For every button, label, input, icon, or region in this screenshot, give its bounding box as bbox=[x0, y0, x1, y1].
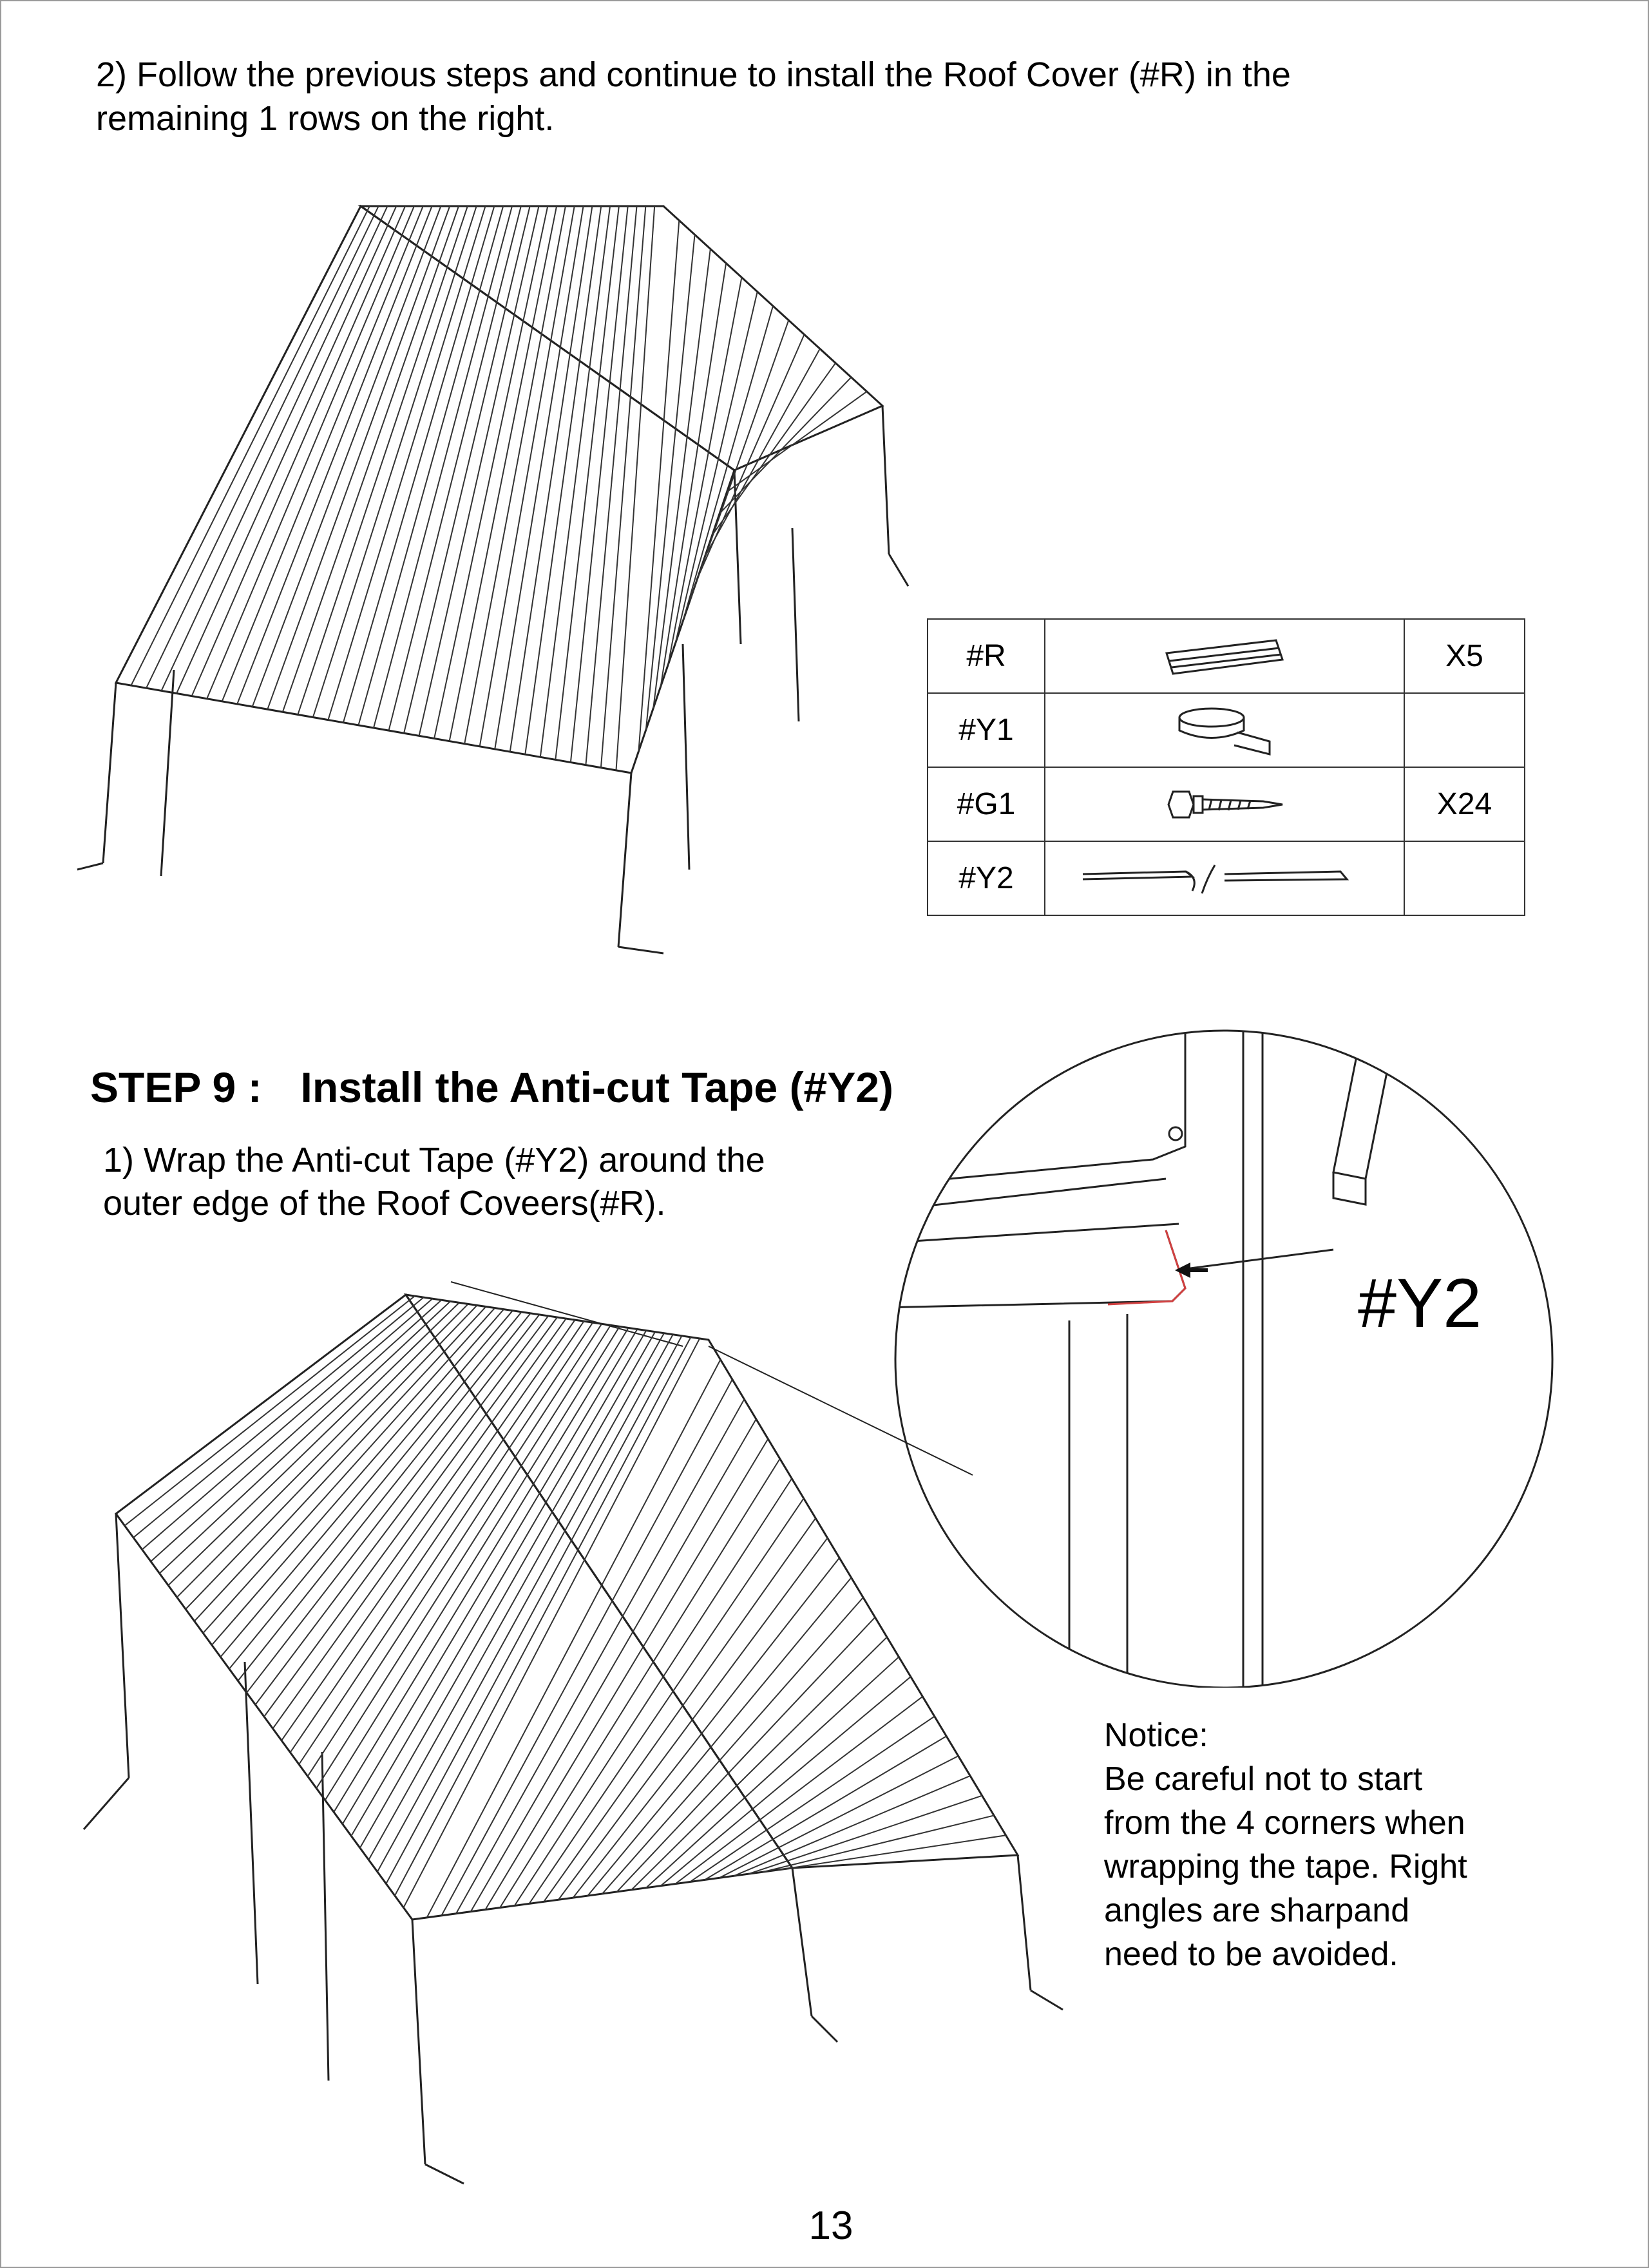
roof-rib-line bbox=[471, 1419, 756, 1912]
parts-row bbox=[928, 767, 1525, 841]
intro-line-2: remaining 1 rows on the right. bbox=[96, 99, 555, 138]
roof-rib-line bbox=[220, 1311, 513, 1657]
part-code: #G1 bbox=[928, 767, 1045, 841]
roof-rib-line bbox=[720, 377, 851, 513]
roof-rib-line bbox=[207, 206, 414, 699]
detail-callout-label: #Y2 bbox=[1358, 1264, 1482, 1342]
roof-rib-line bbox=[358, 206, 503, 725]
self-drilling-screw-icon bbox=[1160, 782, 1289, 827]
roof-rib-line bbox=[573, 1558, 839, 1898]
notice-line: Be careful not to start bbox=[1104, 1760, 1423, 1798]
roof-rib-line bbox=[676, 292, 758, 643]
roof-rib-line bbox=[177, 1304, 468, 1597]
roof-rib-line bbox=[712, 363, 835, 535]
roof-rib-line bbox=[668, 278, 741, 665]
roof-rib-line bbox=[690, 320, 788, 600]
roof-rib-line bbox=[586, 206, 636, 765]
roof-rib-line bbox=[616, 206, 654, 770]
roof-rib-line bbox=[253, 206, 441, 707]
roof-rib-line bbox=[646, 1657, 899, 1887]
roof-rib-line bbox=[544, 1518, 815, 1901]
roof-rib-line bbox=[427, 1360, 721, 1918]
roof-rib-line bbox=[368, 1333, 664, 1860]
roof-rib-line bbox=[195, 1307, 486, 1621]
notice-heading: Notice: bbox=[1104, 1717, 1208, 1754]
roof-rib-line bbox=[690, 1717, 935, 1882]
roof-rib-line bbox=[456, 1399, 744, 1913]
tape-roll-icon bbox=[1173, 701, 1276, 759]
part-quantity: X24 bbox=[1404, 767, 1525, 841]
roof-rib-line bbox=[480, 206, 575, 747]
roof-rib-line bbox=[555, 206, 619, 759]
intro-instruction bbox=[96, 53, 1449, 140]
step-9-heading bbox=[90, 1063, 893, 1112]
roof-rib-line bbox=[176, 206, 396, 693]
carport-roof-illustration bbox=[64, 193, 915, 966]
roof-rib-line bbox=[247, 1315, 539, 1693]
parts-table bbox=[927, 618, 1525, 916]
roof-rib-line bbox=[525, 206, 601, 754]
roof-rib-line bbox=[653, 249, 710, 708]
notice-line: from the 4 corners when bbox=[1104, 1804, 1465, 1842]
roof-rib-line bbox=[748, 1796, 982, 1874]
roof-rib-line bbox=[267, 206, 450, 709]
roof-rib-line bbox=[229, 1312, 522, 1669]
notice-line: need to be avoided. bbox=[1104, 1936, 1398, 1973]
roof-rib-line bbox=[325, 1326, 620, 1800]
roof-rib-line bbox=[403, 1339, 700, 1908]
roof-rib-line bbox=[500, 1459, 780, 1908]
notice-line: wrapping the tape. Right bbox=[1104, 1848, 1467, 1885]
roof-rib-line bbox=[529, 1498, 804, 1903]
roof-rib-line bbox=[727, 392, 867, 492]
roof-rib-line bbox=[343, 1329, 638, 1824]
part-quantity bbox=[1404, 841, 1525, 915]
notice-line: angles are sharpand bbox=[1104, 1892, 1410, 1929]
roof-rib-line bbox=[212, 1310, 504, 1645]
parts-row bbox=[928, 693, 1525, 767]
step-title: Install the Anti-cut Tape (#Y2) bbox=[300, 1063, 893, 1111]
roof-rib-line bbox=[495, 206, 583, 749]
roof-rib-line bbox=[334, 1328, 628, 1812]
roof-rib-line bbox=[308, 1324, 602, 1776]
part-code: #Y1 bbox=[928, 693, 1045, 767]
anti-cut-tape-strip-icon bbox=[1076, 856, 1373, 901]
part-quantity bbox=[1404, 693, 1525, 767]
part-code: #R bbox=[928, 619, 1045, 693]
roof-rib-line bbox=[734, 1776, 970, 1876]
roof-rib-line bbox=[125, 1296, 415, 1525]
roof-rib-line bbox=[419, 206, 539, 736]
roof-panel-icon bbox=[1160, 627, 1289, 685]
roof-rib-line bbox=[142, 1299, 433, 1549]
parts-row bbox=[928, 619, 1525, 693]
roof-rib-line bbox=[316, 1325, 611, 1788]
roof-rib-line bbox=[389, 206, 521, 730]
roof-rib-line bbox=[160, 1301, 450, 1573]
roof-rib-line bbox=[162, 206, 388, 691]
parts-row bbox=[928, 841, 1525, 915]
roof-rib-line bbox=[374, 206, 512, 728]
step-9-instruction bbox=[103, 1139, 908, 1225]
roof-rib-line bbox=[131, 206, 370, 685]
roof-rib-line bbox=[237, 206, 432, 704]
carport-tape-illustration bbox=[64, 1275, 1069, 2190]
step-9-line-1: 1) Wrap the Anti-cut Tape (#Y2) around the bbox=[103, 1141, 765, 1179]
step-number: STEP 9 : bbox=[90, 1063, 262, 1111]
roof-rib-line bbox=[168, 1302, 459, 1585]
intro-line-1: 2) Follow the previous steps and continue to install the Roof Cover (#R) in the bbox=[96, 55, 1291, 94]
roof-rib-line bbox=[351, 1331, 646, 1836]
step-9-line-2: outer edge of the Roof Coveers(#R). bbox=[103, 1184, 666, 1223]
roof-rib-line bbox=[441, 1380, 732, 1916]
roof-rib-line bbox=[464, 206, 566, 744]
roof-rib-line bbox=[631, 1637, 887, 1890]
part-quantity: X5 bbox=[1404, 619, 1525, 693]
roof-rib-line bbox=[601, 206, 645, 768]
roof-rib-line bbox=[146, 206, 379, 688]
page-number: 13 bbox=[808, 2204, 853, 2248]
roof-rib-line bbox=[203, 1308, 495, 1634]
roof-rib-line bbox=[705, 1736, 946, 1880]
part-code: #Y2 bbox=[928, 841, 1045, 915]
roof-rib-line bbox=[638, 220, 679, 751]
roof-rib-line bbox=[343, 206, 494, 723]
roof-rib-line bbox=[602, 1597, 863, 1894]
notice-box bbox=[1104, 1713, 1542, 1976]
roof-rib-line bbox=[313, 206, 477, 718]
